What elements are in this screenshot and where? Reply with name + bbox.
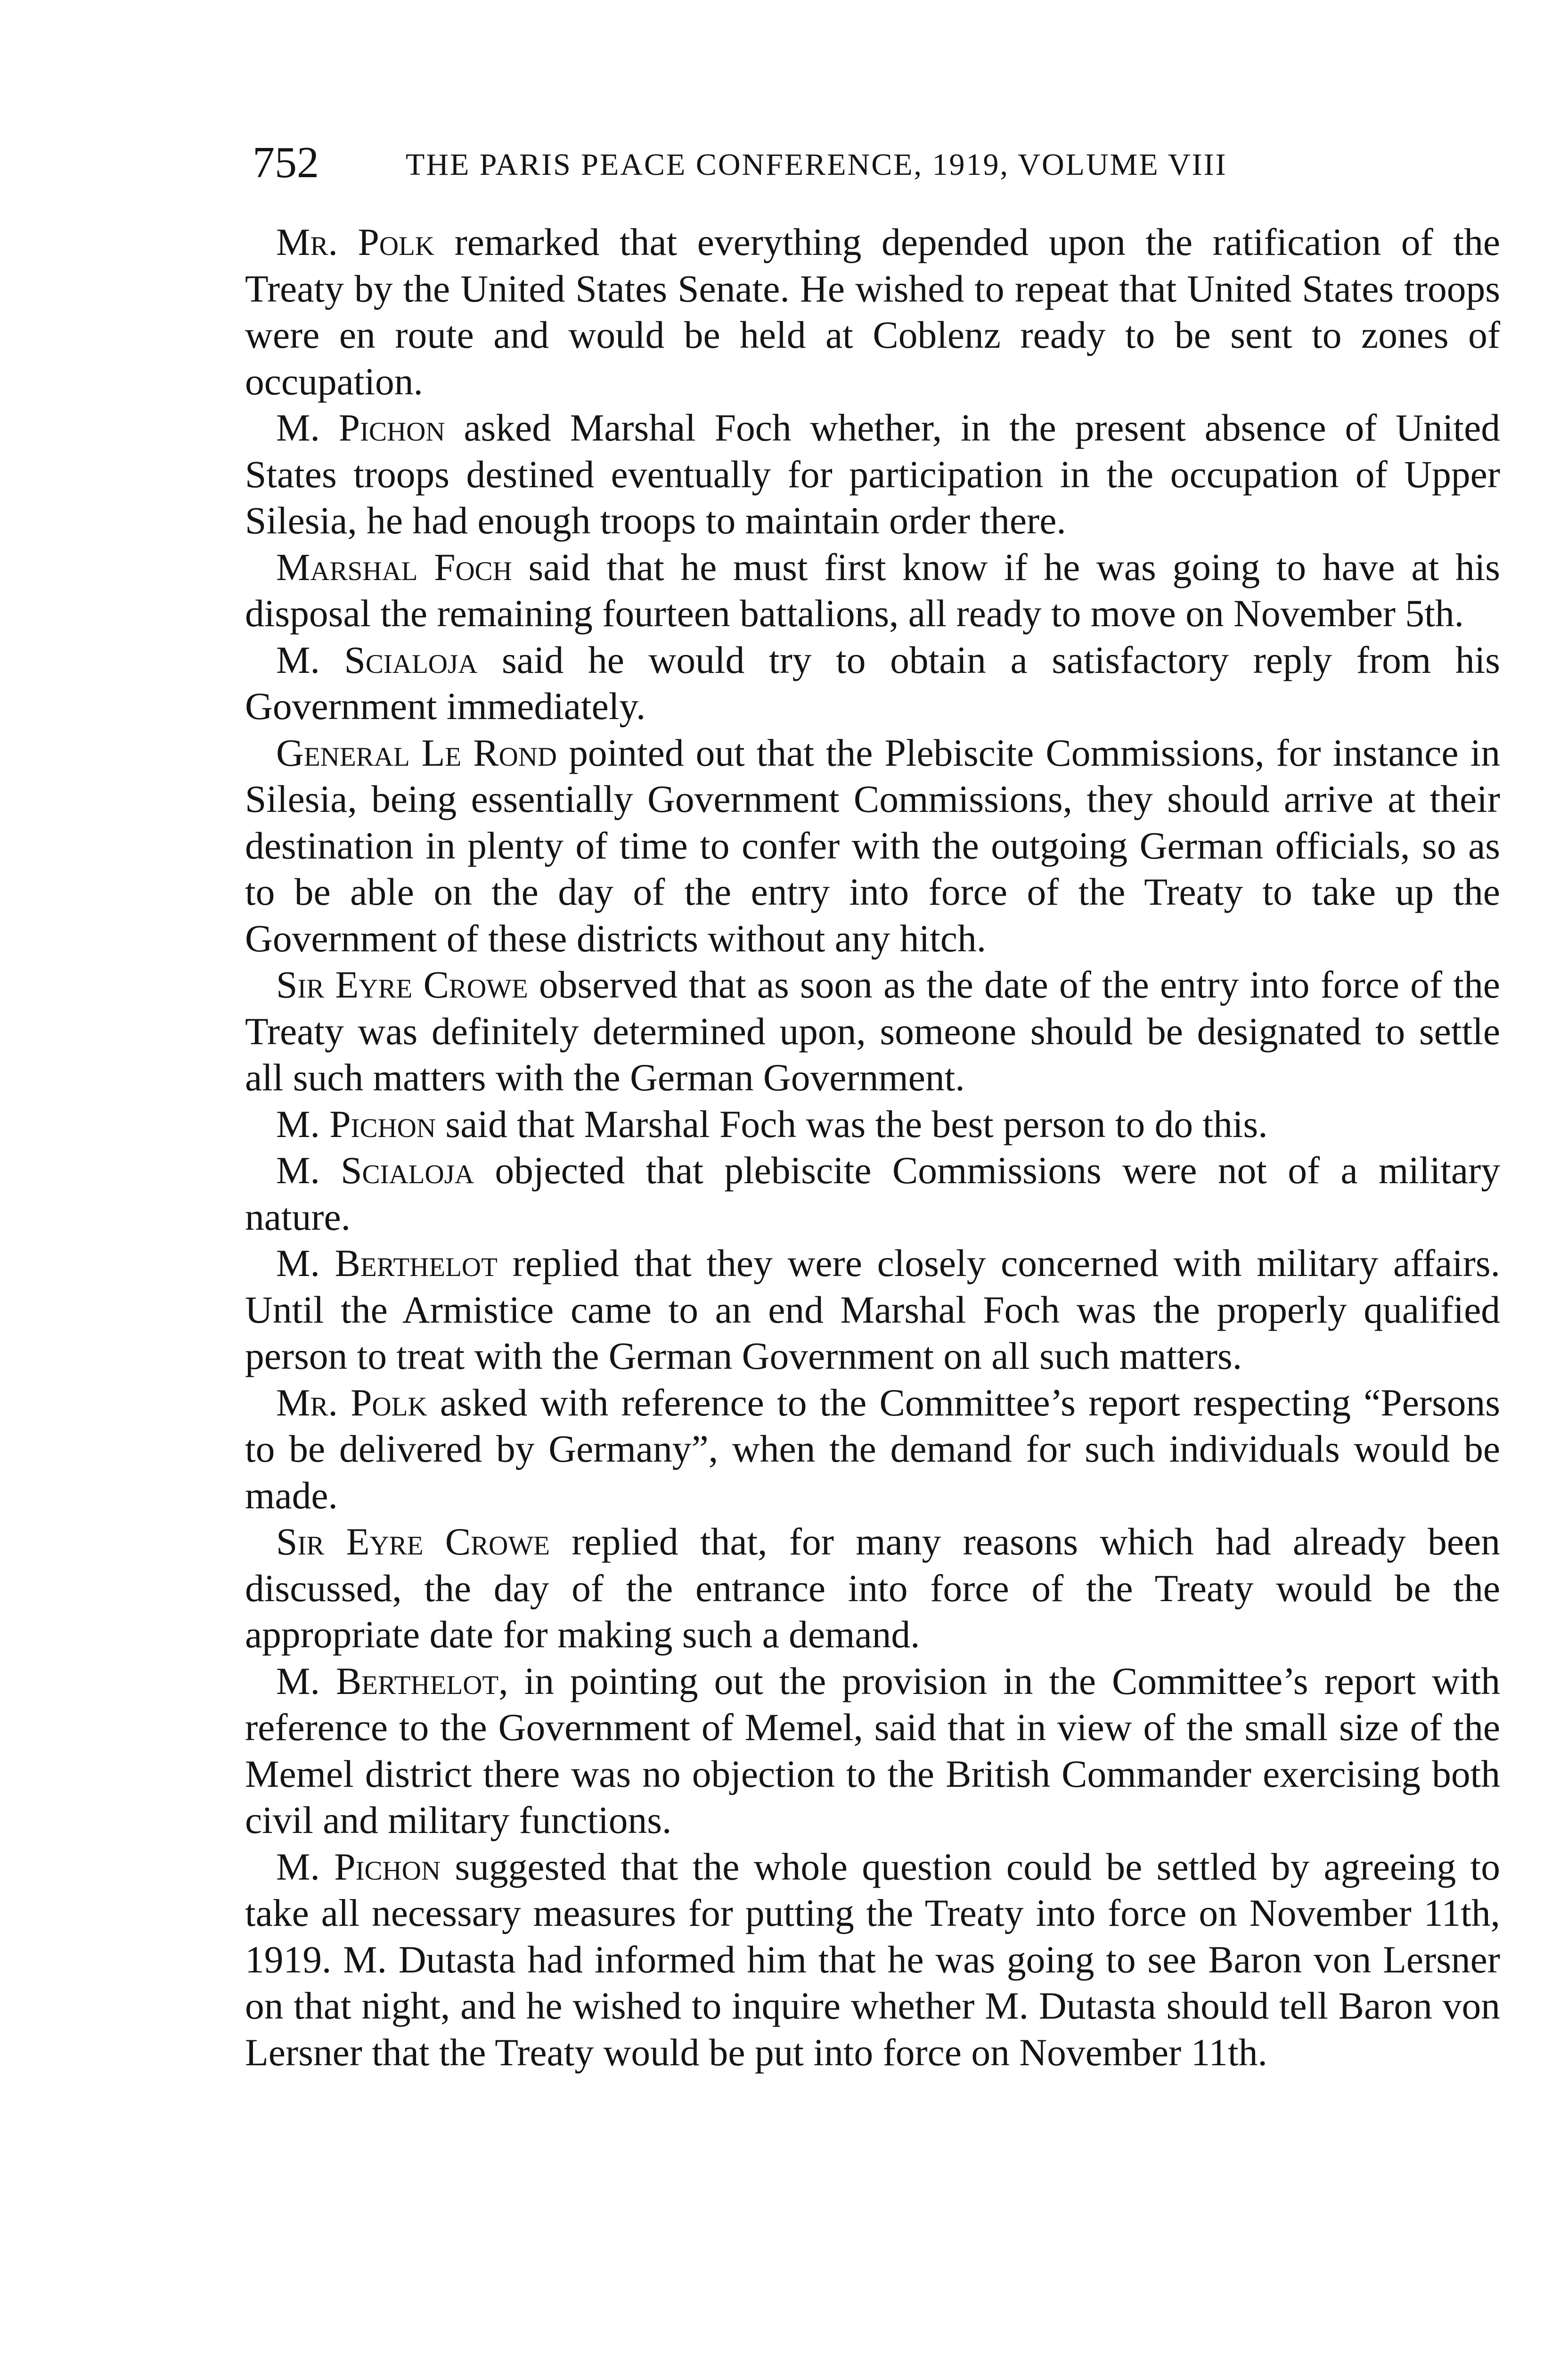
speaker-name: Mr. Polk bbox=[276, 221, 434, 263]
paragraph bbox=[245, 544, 1500, 637]
speaker-name: M. Scialoja bbox=[276, 1149, 474, 1192]
speaker-name: M. Pichon bbox=[276, 1845, 441, 1888]
speaker-name: M. Pichon bbox=[276, 1102, 436, 1145]
paragraph-text: remarked that everything depended upon the ratification of the Treaty by the United States Senate. He wished to repeat that United States troops were en route and would be held at Coblenz ready to be sent to zones of occupation. bbox=[245, 221, 1500, 403]
paragraph bbox=[245, 730, 1500, 962]
paragraph bbox=[245, 1658, 1500, 1844]
speaker-name: M. Berthelot, bbox=[276, 1659, 508, 1702]
paragraph-text: objected that plebiscite Commissions were not of a military nature. bbox=[245, 1149, 1500, 1238]
paragraph bbox=[245, 1101, 1500, 1148]
paragraph bbox=[245, 962, 1500, 1101]
paragraph-text: asked with reference to the Committee’s report respecting “Persons to be delivered by Germany”, when the demand for such individuals would be made. bbox=[245, 1381, 1501, 1517]
paragraph-text: observed that as soon as the date of the entry into force of the Treaty was definitely determined upon, someone should be designated to settle all such matters with the German Government. bbox=[245, 963, 1500, 1099]
paragraph bbox=[245, 219, 1500, 405]
speaker-name: Sir Eyre Crowe bbox=[276, 1520, 550, 1563]
speaker-name: M. Pichon bbox=[276, 406, 445, 449]
speaker-name: Marshal Foch bbox=[276, 545, 512, 589]
body-text bbox=[245, 219, 1500, 2076]
running-title: THE PARIS PEACE CONFERENCE, 1919, VOLUME VIII bbox=[406, 147, 1227, 182]
speaker-name: Mr. Polk bbox=[276, 1381, 427, 1424]
paragraph bbox=[245, 637, 1500, 730]
paragraph-text: asked Marshal Foch whether, in the present absence of United States troops destined eventually for participation in the occupation of Upper Silesia, he had enough troops to maintain order there. bbox=[245, 406, 1500, 542]
paragraph bbox=[245, 405, 1500, 544]
paragraph bbox=[245, 1519, 1500, 1658]
paragraph-text: in pointing out the provision in the Committee’s report with reference to the Government of Memel, said that in view of the small size of the Memel district there was no objection to the British Commander exercising both civil and military functions. bbox=[245, 1659, 1501, 1841]
page-header bbox=[253, 137, 1496, 188]
speaker-name: M. Berthelot bbox=[276, 1242, 498, 1284]
speaker-name: Sir Eyre Crowe bbox=[276, 963, 528, 1006]
paragraph-text: suggested that the whole question could be settled by agreeing to take all necessary measures for putting the Treaty into force on November 11th, 1919. M. Dutasta had informed him that he was going to see Baron von Lersner on that night, and he wished to inquire whether M. Dutasta should tell Baron von Lersner that the Treaty would be put into force on November 11th. bbox=[245, 1845, 1500, 2074]
speaker-name: General Le Rond bbox=[276, 731, 557, 774]
paragraph-text: replied that they were closely concerned with military affairs. Until the Armistice came to an end Marshal Foch was the properly qualified person to treat with the German Government on all such matters. bbox=[245, 1242, 1500, 1377]
paragraph bbox=[245, 1240, 1500, 1380]
paragraph-text: pointed out that the Plebiscite Commissions, for instance in Silesia, being essentially Government Commissions, they should arrive at their destination in plenty of time to confer with the outgoing German officials, so as to be able on the day of the entry into force of the Treaty to take up the Government of these districts without any hitch. bbox=[245, 731, 1500, 960]
paragraph-text: said he would try to obtain a satisfactory reply from his Government immediately. bbox=[245, 638, 1500, 728]
speaker-name: M. Scialoja bbox=[276, 638, 478, 681]
page-number: 752 bbox=[253, 138, 319, 187]
paragraph bbox=[245, 1844, 1500, 2076]
paragraph-text: said that he must first know if he was going to have at his disposal the remaining fourteen battalions, all ready to move on November 5th. bbox=[245, 545, 1501, 635]
paragraph-text: said that Marshal Foch was the best person to do this. bbox=[445, 1102, 1268, 1145]
paragraph bbox=[245, 1380, 1500, 1519]
paragraph bbox=[245, 1147, 1500, 1240]
paragraph-text: replied that, for many reasons which had already been discussed, the day of the entrance into force of the Treaty would be the appropriate date for making such a demand. bbox=[245, 1520, 1500, 1656]
